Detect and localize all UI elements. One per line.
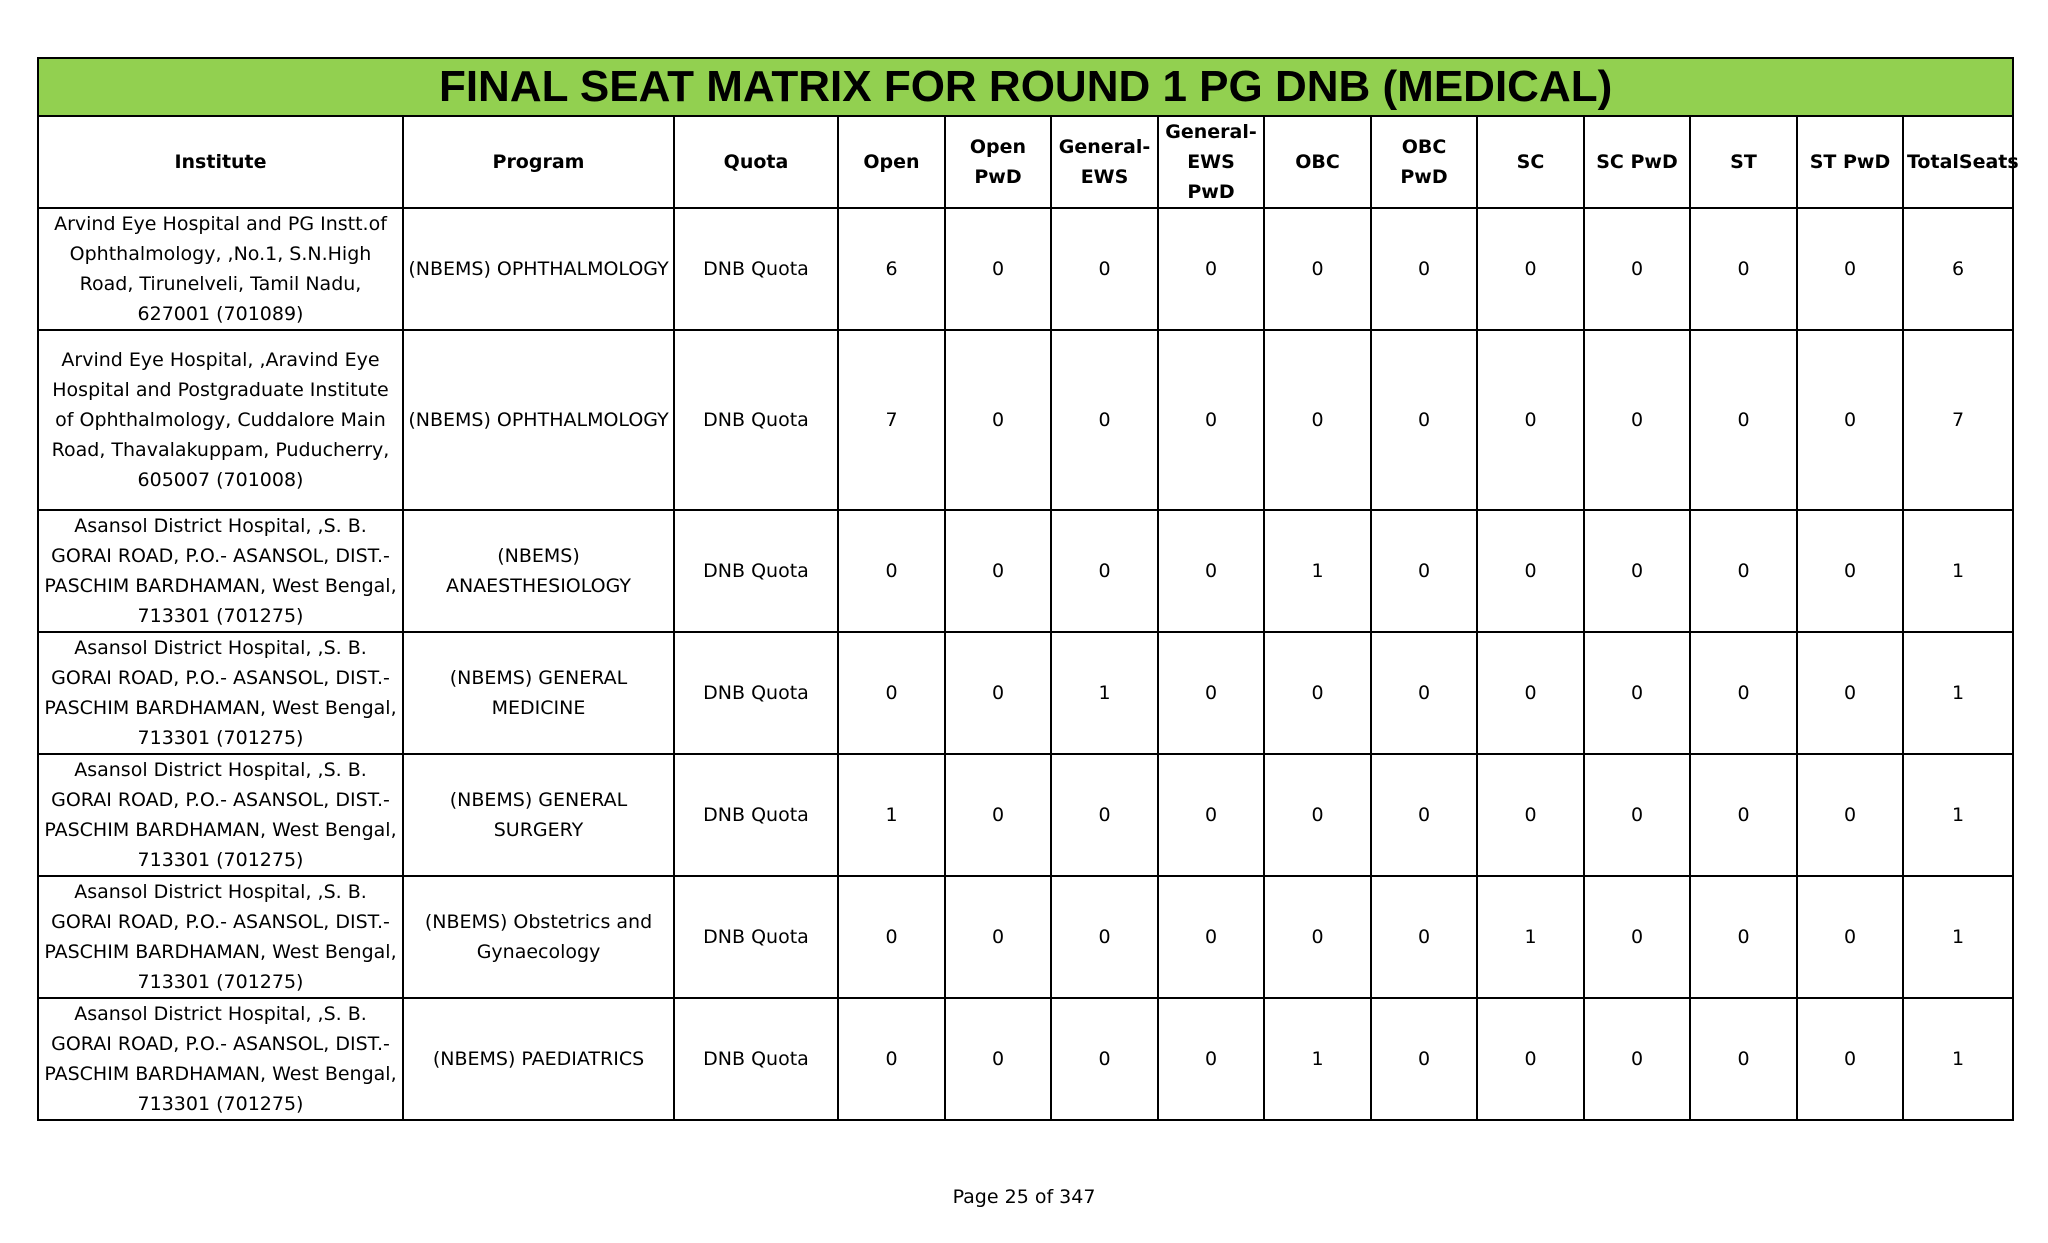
st-pwd-cell: 0 <box>1797 998 1903 1120</box>
sc-cell: 0 <box>1477 510 1584 632</box>
sc-pwd-cell: 0 <box>1584 998 1690 1120</box>
quota-cell: DNB Quota <box>674 208 838 330</box>
obc-pwd-cell: 0 <box>1371 754 1477 876</box>
general-ews-cell: 1 <box>1051 632 1158 754</box>
page-number: Page 25 of 347 <box>952 1186 1096 1208</box>
seat-matrix-table <box>37 57 2019 1121</box>
general-ews-pwd-cell: 0 <box>1158 330 1264 510</box>
sc-cell: 0 <box>1477 998 1584 1120</box>
table-row <box>38 208 2013 330</box>
general-ews-pwd-cell: 0 <box>1158 998 1264 1120</box>
institute-cell: Arvind Eye Hospital, ,Aravind Eye Hospital and Postgraduate Institute of Ophthalmology, Cuddalore Main Road, Thavalakuppam, Puducherry, 605007 (701008) <box>38 330 403 510</box>
open-pwd-cell: 0 <box>945 510 1051 632</box>
institute-cell: Asansol District Hospital, ,S. B. GORAI ROAD, P.O.- ASANSOL, DIST.- PASCHIM BARDHAMAN, West Bengal, 713301 (701275) <box>38 754 403 876</box>
st-cell: 0 <box>1690 876 1797 998</box>
header-row <box>38 116 2013 208</box>
institute-cell: Asansol District Hospital, ,S. B. GORAI ROAD, P.O.- ASANSOL, DIST.- PASCHIM BARDHAMAN, West Bengal, 713301 (701275) <box>38 998 403 1120</box>
program-cell: (NBEMS) GENERAL SURGERY <box>403 754 674 876</box>
st-cell: 0 <box>1690 998 1797 1120</box>
st-pwd-cell: 0 <box>1797 876 1903 998</box>
general-ews-pwd-cell: 0 <box>1158 208 1264 330</box>
table-row <box>38 632 2013 754</box>
general-ews-cell: 0 <box>1051 330 1158 510</box>
open-pwd-cell: 0 <box>945 754 1051 876</box>
obc-pwd-cell: 0 <box>1371 208 1477 330</box>
column-header-quota: Quota <box>674 116 838 208</box>
column-header-obc-pwd: OBC PwD <box>1371 116 1477 208</box>
obc-cell: 0 <box>1264 208 1371 330</box>
sc-pwd-cell: 0 <box>1584 330 1690 510</box>
quota-cell: DNB Quota <box>674 754 838 876</box>
total-seats-cell: 1 <box>1903 754 2013 876</box>
sc-cell: 0 <box>1477 632 1584 754</box>
st-cell: 0 <box>1690 510 1797 632</box>
total-seats-cell: 1 <box>1903 998 2013 1120</box>
open-pwd-cell: 0 <box>945 998 1051 1120</box>
open-cell: 0 <box>838 876 945 998</box>
total-seats-cell: 7 <box>1903 330 2013 510</box>
general-ews-cell: 0 <box>1051 876 1158 998</box>
table-row <box>38 754 2013 876</box>
column-header-st: ST <box>1690 116 1797 208</box>
column-header-open: Open <box>838 116 945 208</box>
column-header-program: Program <box>403 116 674 208</box>
column-header-general-ews-pwd: General-EWS PwD <box>1158 116 1264 208</box>
open-pwd-cell: 0 <box>945 632 1051 754</box>
obc-pwd-cell: 0 <box>1371 510 1477 632</box>
sc-cell: 0 <box>1477 208 1584 330</box>
general-ews-cell: 0 <box>1051 998 1158 1120</box>
sc-cell: 0 <box>1477 330 1584 510</box>
column-header-sc: SC <box>1477 116 1584 208</box>
sc-cell: 1 <box>1477 876 1584 998</box>
obc-cell: 0 <box>1264 330 1371 510</box>
program-cell: (NBEMS) Obstetrics and Gynaecology <box>403 876 674 998</box>
open-cell: 7 <box>838 330 945 510</box>
obc-pwd-cell: 0 <box>1371 632 1477 754</box>
st-pwd-cell: 0 <box>1797 330 1903 510</box>
general-ews-cell: 0 <box>1051 754 1158 876</box>
sc-pwd-cell: 0 <box>1584 754 1690 876</box>
open-cell: 1 <box>838 754 945 876</box>
obc-cell: 1 <box>1264 998 1371 1120</box>
total-seats-cell: 1 <box>1903 510 2013 632</box>
general-ews-pwd-cell: 0 <box>1158 876 1264 998</box>
sc-pwd-cell: 0 <box>1584 208 1690 330</box>
obc-pwd-cell: 0 <box>1371 876 1477 998</box>
general-ews-cell: 0 <box>1051 208 1158 330</box>
general-ews-cell: 0 <box>1051 510 1158 632</box>
program-cell: (NBEMS) OPHTHALMOLOGY <box>403 330 674 510</box>
institute-cell: Asansol District Hospital, ,S. B. GORAI ROAD, P.O.- ASANSOL, DIST.- PASCHIM BARDHAMAN, West Bengal, 713301 (701275) <box>38 876 403 998</box>
page-title: FINAL SEAT MATRIX FOR ROUND 1 PG DNB (MEDICAL) <box>38 58 2013 116</box>
table-row <box>38 330 2013 510</box>
column-header-st-pwd: ST PwD <box>1797 116 1903 208</box>
institute-cell: Asansol District Hospital, ,S. B. GORAI ROAD, P.O.- ASANSOL, DIST.- PASCHIM BARDHAMAN, West Bengal, 713301 (701275) <box>38 510 403 632</box>
general-ews-pwd-cell: 0 <box>1158 510 1264 632</box>
program-cell: (NBEMS) OPHTHALMOLOGY <box>403 208 674 330</box>
total-seats-cell: 1 <box>1903 632 2013 754</box>
sc-pwd-cell: 0 <box>1584 510 1690 632</box>
general-ews-pwd-cell: 0 <box>1158 632 1264 754</box>
table-row <box>38 876 2013 998</box>
column-header-institute: Institute <box>38 116 403 208</box>
sc-pwd-cell: 0 <box>1584 876 1690 998</box>
column-header-total-seats: TotalSeats <box>1903 116 2013 208</box>
st-cell: 0 <box>1690 330 1797 510</box>
column-header-obc: OBC <box>1264 116 1371 208</box>
open-cell: 0 <box>838 998 945 1120</box>
open-cell: 6 <box>838 208 945 330</box>
table-row <box>38 998 2013 1120</box>
obc-cell: 1 <box>1264 510 1371 632</box>
institute-cell: Arvind Eye Hospital and PG Instt.of Ophthalmology, ,No.1, S.N.High Road, Tirunelveli, Tamil Nadu, 627001 (701089) <box>38 208 403 330</box>
st-pwd-cell: 0 <box>1797 208 1903 330</box>
quota-cell: DNB Quota <box>674 330 838 510</box>
obc-pwd-cell: 0 <box>1371 330 1477 510</box>
sc-cell: 0 <box>1477 754 1584 876</box>
st-pwd-cell: 0 <box>1797 510 1903 632</box>
obc-pwd-cell: 0 <box>1371 998 1477 1120</box>
obc-cell: 0 <box>1264 876 1371 998</box>
program-cell: (NBEMS) PAEDIATRICS <box>403 998 674 1120</box>
st-pwd-cell: 0 <box>1797 754 1903 876</box>
quota-cell: DNB Quota <box>674 632 838 754</box>
st-pwd-cell: 0 <box>1797 632 1903 754</box>
column-header-open-pwd: Open PwD <box>945 116 1051 208</box>
program-cell: (NBEMS) ANAESTHESIOLOGY <box>403 510 674 632</box>
obc-cell: 0 <box>1264 754 1371 876</box>
open-pwd-cell: 0 <box>945 876 1051 998</box>
total-seats-cell: 1 <box>1903 876 2013 998</box>
open-pwd-cell: 0 <box>945 330 1051 510</box>
title-row <box>38 58 2013 116</box>
open-cell: 0 <box>838 510 945 632</box>
quota-cell: DNB Quota <box>674 510 838 632</box>
sc-pwd-cell: 0 <box>1584 632 1690 754</box>
st-cell: 0 <box>1690 208 1797 330</box>
obc-cell: 0 <box>1264 632 1371 754</box>
st-cell: 0 <box>1690 754 1797 876</box>
general-ews-pwd-cell: 0 <box>1158 754 1264 876</box>
st-cell: 0 <box>1690 632 1797 754</box>
open-cell: 0 <box>838 632 945 754</box>
program-cell: (NBEMS) GENERAL MEDICINE <box>403 632 674 754</box>
open-pwd-cell: 0 <box>945 208 1051 330</box>
institute-cell: Asansol District Hospital, ,S. B. GORAI ROAD, P.O.- ASANSOL, DIST.- PASCHIM BARDHAMAN, West Bengal, 713301 (701275) <box>38 632 403 754</box>
column-header-sc-pwd: SC PwD <box>1584 116 1690 208</box>
quota-cell: DNB Quota <box>674 876 838 998</box>
quota-cell: DNB Quota <box>674 998 838 1120</box>
total-seats-cell: 6 <box>1903 208 2013 330</box>
column-header-general-ews: General-EWS <box>1051 116 1158 208</box>
table-row <box>38 510 2013 632</box>
